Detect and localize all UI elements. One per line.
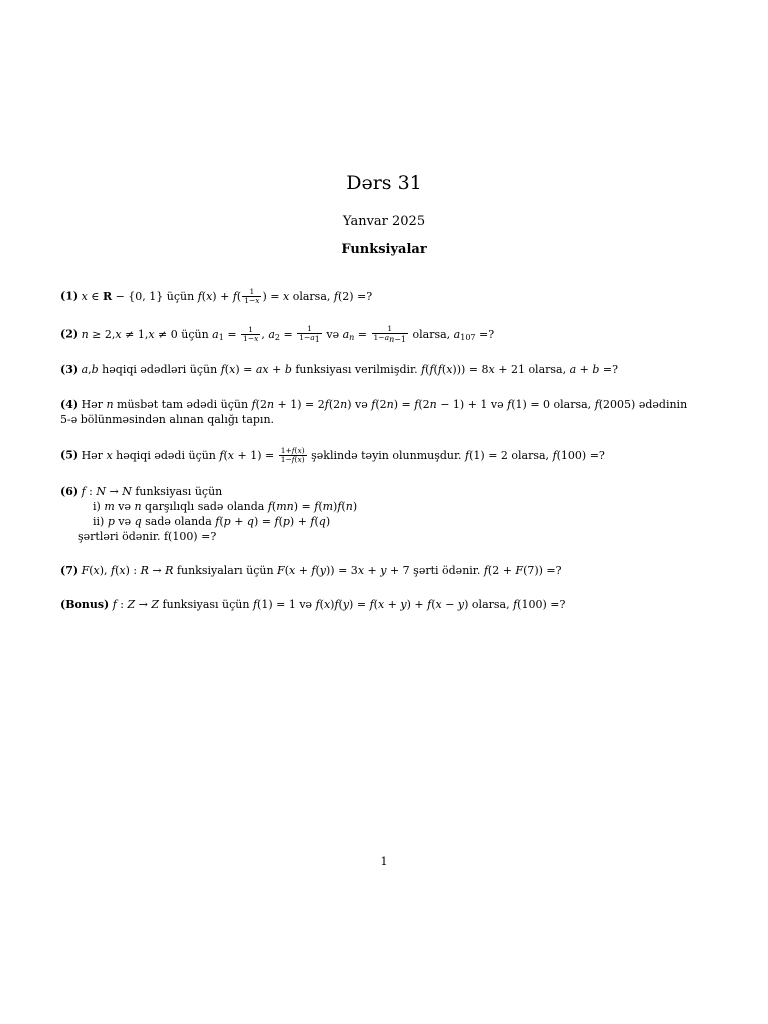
problem-text: a,b həqiqi ədədləri üçün f(x) = ax + b funksiyası verilmişdir. f(f(f(x))) = 8x + 21 olarsa, a + b =? bbox=[81, 363, 619, 376]
problem-3 bbox=[60, 362, 720, 377]
problem-text: Hər x həqiqi ədədi üçün f(x + 1) = $\frac{1+f(x)}{1-f(x)}$ şəklində təyin olunmuşdur. f(1) = 2 olarsa, f(100) =? bbox=[81, 446, 605, 464]
problem-5 bbox=[60, 447, 720, 464]
problem-number: (6) bbox=[60, 485, 79, 498]
problem-number: (3) bbox=[60, 363, 79, 376]
document-title: Dərs 31 bbox=[346, 172, 422, 194]
problem-text: F(x), f(x) : R → R funksiyaları üçün F(x + f(y)) = 3x + y + 7 şərti ödənir. f(2 + F(7)) =? bbox=[81, 564, 562, 577]
problem-7 bbox=[60, 563, 720, 578]
problem-text: n ≥ 2,x ≠ 1,x ≠ 0 üçün $a_1$ = $\frac{1}{1-x}$ , $a_2$ = $\frac{1}{1-a1}$ və $a_n$ = $\frac{1}{1-an-1}$ olarsa, $a_{107}$ =? bbox=[81, 324, 495, 344]
page-number: 1 bbox=[380, 855, 388, 868]
problem-condition-1: i) m və n qarşılıqlı sadə olanda f(mn) = f(m)f(n) bbox=[93, 500, 358, 513]
problem-number: (Bonus) bbox=[60, 598, 110, 611]
problem-4 bbox=[60, 397, 720, 427]
problem-2 bbox=[60, 325, 720, 345]
problem-number: (1) bbox=[60, 289, 79, 303]
problem-number: (4) bbox=[60, 398, 79, 411]
problem-text-line-1: f : N → N funksiyası üçün bbox=[81, 485, 223, 498]
problem-text-line-4: şərtləri ödənir. f(100) =? bbox=[78, 530, 217, 543]
problem-text: f : Z → Z funksiyası üçün f(1) = 1 və f(x)f(y) = f(x + y) + f(x − y) olarsa, f(100) =? bbox=[112, 598, 566, 611]
document-date: Yanvar 2025 bbox=[342, 214, 426, 229]
problem-number: (7) bbox=[60, 564, 79, 577]
problem-condition-2: ii) p və q sadə olanda f(p + q) = f(p) + f(q) bbox=[93, 515, 331, 528]
problem-bonus bbox=[60, 597, 720, 612]
problem-number: (2) bbox=[60, 327, 79, 341]
document-subject: Funksiyalar bbox=[341, 242, 427, 257]
problem-6 bbox=[60, 484, 720, 544]
problem-number: (5) bbox=[60, 448, 79, 462]
problem-text-line-1: Hər n müsbət tam ədədi üçün f(2n + 1) = 2f(2n) və f(2n) = f(2n − 1) + 1 və f(1) = 0 olarsa, f(2005) ədədinin bbox=[81, 398, 688, 411]
problem-text-line-2: 5-ə bölünməsindən alınan qalığı tapın. bbox=[60, 413, 275, 426]
problem-1 bbox=[60, 288, 720, 305]
problem-text: x ∈ R − {0, 1} üçün f(x) + f( $\frac{1}{1-x}$ ) = x olarsa, f(2) =? bbox=[81, 287, 373, 305]
